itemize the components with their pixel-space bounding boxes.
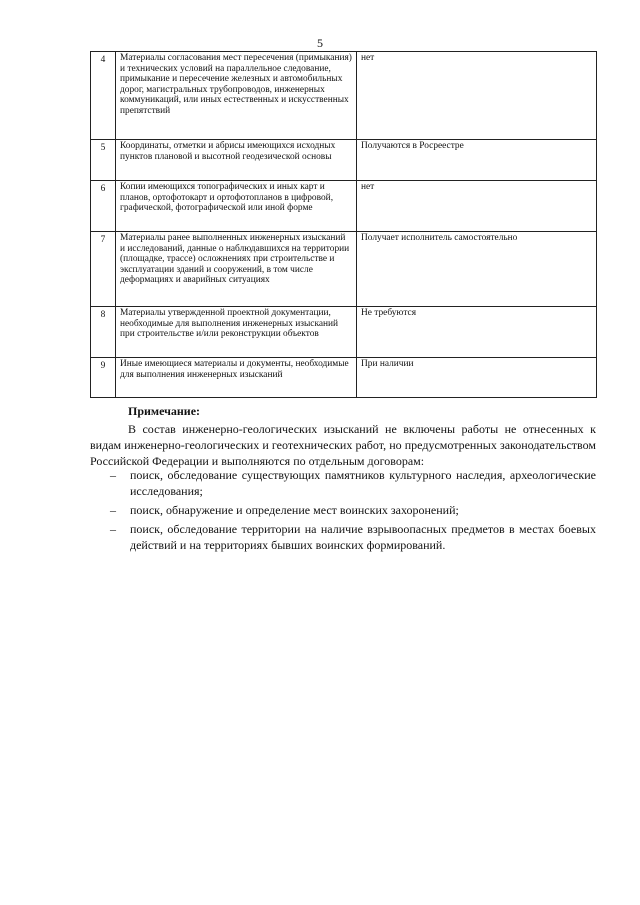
note-title: Примечание:	[128, 404, 201, 418]
row-value: нет	[357, 52, 597, 140]
row-value: При наличии	[357, 358, 597, 398]
list-item	[110, 502, 596, 518]
page-number: 5	[317, 36, 323, 50]
list-item-text: поиск, обследование территории на наличие взрывоопасных предметов в местах боевых действий и на территориях бывших воинских формирований.	[130, 522, 596, 552]
table-row	[91, 181, 597, 232]
table-row	[91, 358, 597, 398]
row-number: 7	[91, 232, 116, 307]
row-value: Получает исполнитель самостоятельно	[357, 232, 597, 307]
list-bullet: –	[110, 522, 116, 536]
row-description: Материалы ранее выполненных инженерных изысканий и исследований, данные о наблюдавшихся на территории (площадке, трассе) осложнениях при строительстве и эксплуатации зданий и сооружений, в том числе деформациях и аварийных ситуациях	[116, 232, 357, 307]
row-number: 9	[91, 358, 116, 398]
row-description: Иные имеющиеся материалы и документы, необходимые для выполнения инженерных изысканий	[116, 358, 357, 398]
table-row	[91, 232, 597, 307]
row-description: Координаты, отметки и абрисы имеющихся исходных пунктов плановой и высотной геодезической основы	[116, 140, 357, 181]
materials-table	[90, 51, 597, 398]
row-number: 4	[91, 52, 116, 140]
row-description: Копии имеющихся топографических и иных карт и планов, ортофотокарт и ортофотопланов в цифровой, графической, фотографической или иной форме	[116, 181, 357, 232]
row-number: 8	[91, 307, 116, 358]
row-description: Материалы согласования мест пересечения (примыкания) и технических условий на параллельное следование, примыкание и пересечение железных и автомобильных дорог, магистральных трубопроводов, инженерных коммуникаций, или иных естественных и искусственных препятствий	[116, 52, 357, 140]
note-paragraph: В состав инженерно-геологических изысканий не включены работы не отнесенных к видам инженерно-геологических и геотехнических работ, но предусмотренных законодательством Российской Федерации и выполняются по отдельным договорам:	[90, 422, 596, 468]
list-item	[110, 521, 596, 553]
table-row	[91, 52, 597, 140]
list-bullet: –	[110, 468, 116, 482]
exclusions-list	[110, 467, 596, 556]
row-description: Материалы утвержденной проектной документации, необходимые для выполнения инженерных изысканий при строительстве и/или реконструкции объектов	[116, 307, 357, 358]
row-number: 5	[91, 140, 116, 181]
row-value: Не требуются	[357, 307, 597, 358]
list-bullet: –	[110, 503, 116, 517]
list-item-text: поиск, обследование существующих памятников культурного наследия, археологические исследования;	[130, 468, 596, 498]
list-item	[110, 467, 596, 499]
row-value: Получаются в Росреестре	[357, 140, 597, 181]
list-item-text: поиск, обнаружение и определение мест воинских захоронений;	[130, 503, 459, 517]
row-number: 6	[91, 181, 116, 232]
table-row	[91, 307, 597, 358]
table-row	[91, 140, 597, 181]
row-value: нет	[357, 181, 597, 232]
